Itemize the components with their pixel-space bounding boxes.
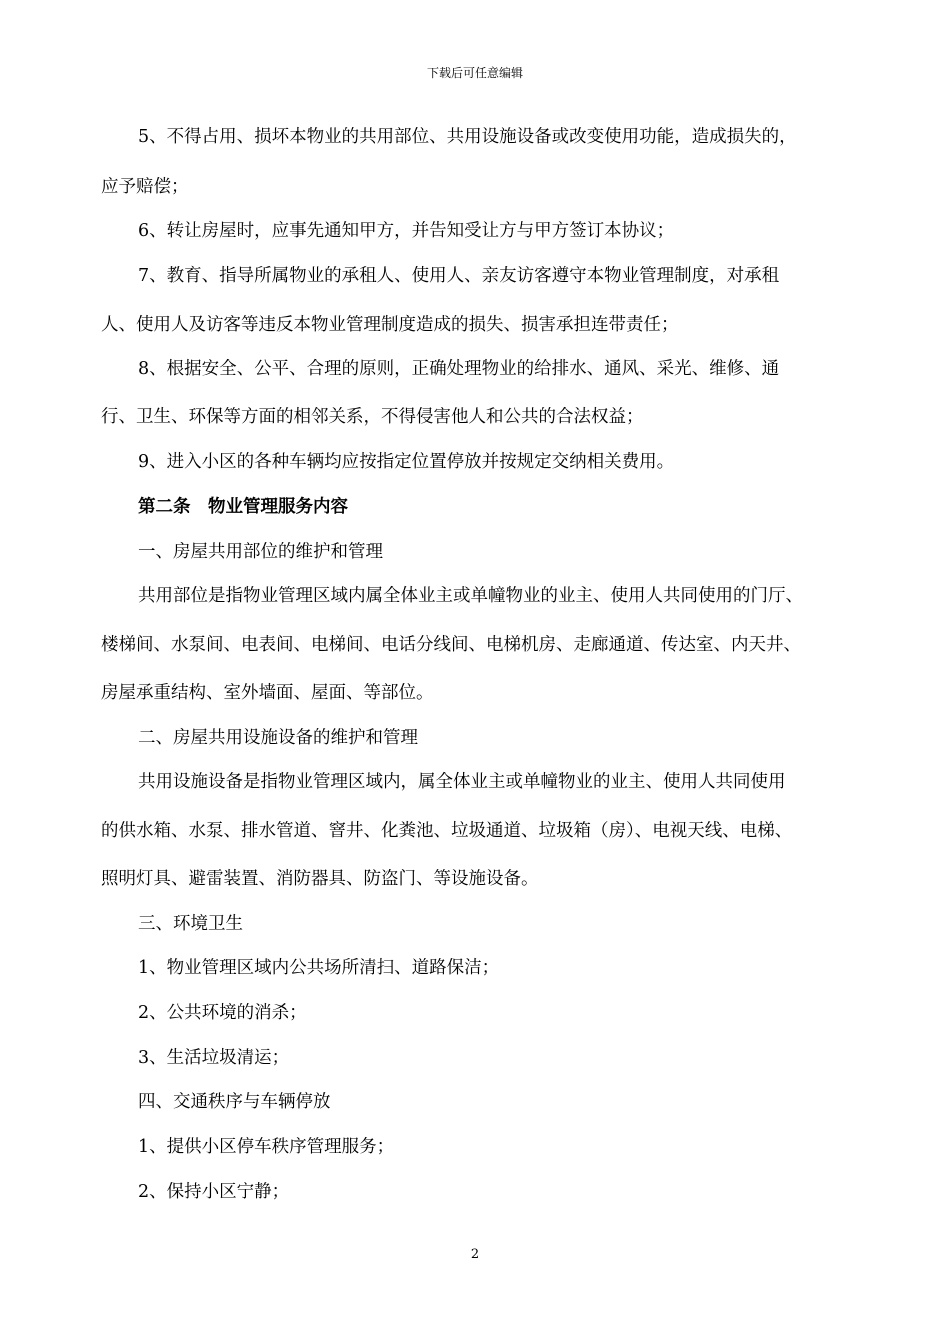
page-header: 下载后可任意编辑 <box>426 66 523 80</box>
paragraph-line: 7、教育、指导所属物业的承租人、使用人、亲友访客遵守本物业管理制度，对承租 <box>138 266 780 286</box>
subsection-heading: 一、房屋共用部位的维护和管理 <box>138 542 383 562</box>
subsection-heading: 二、房屋共用设施设备的维护和管理 <box>138 728 418 748</box>
list-item: 2、保持小区宁静； <box>138 1182 290 1202</box>
paragraph-line: 人、使用人及访客等违反本物业管理制度造成的损失、损害承担连带责任； <box>101 315 679 335</box>
paragraph-line: 共用设施设备是指物业管理区域内，属全体业主或单幢物业的业主、使用人共同使用 <box>138 772 786 792</box>
paragraph-line: 行、卫生、环保等方面的相邻关系，不得侵害他人和公共的合法权益； <box>101 407 644 427</box>
paragraph-line: 9、进入小区的各种车辆均应按指定位置停放并按规定交纳相关费用。 <box>138 452 675 472</box>
paragraph-line: 房屋承重结构、室外墙面、屋面、等部位。 <box>101 683 434 703</box>
paragraph-line: 6、转让房屋时，应事先通知甲方，并告知受让方与甲方签订本协议； <box>138 221 675 241</box>
paragraph-line: 5、不得占用、损坏本物业的共用部位、共用设施设备或改变使用功能，造成损失的， <box>138 127 797 147</box>
subsection-heading: 四、交通秩序与车辆停放 <box>138 1092 331 1112</box>
page-number: 2 <box>470 1247 480 1262</box>
paragraph-line: 应予赔偿； <box>101 177 189 197</box>
paragraph-line: 8、根据安全、公平、合理的原则，正确处理物业的给排水、通风、采光、维修、通 <box>138 359 780 379</box>
list-item: 3、生活垃圾清运； <box>138 1048 290 1068</box>
list-item: 2、公共环境的消杀； <box>138 1003 307 1023</box>
list-item: 1、物业管理区域内公共场所清扫、道路保洁； <box>138 958 500 978</box>
paragraph-line: 共用部位是指物业管理区域内属全体业主或单幢物业的业主、使用人共同使用的门厅、 <box>138 586 803 606</box>
paragraph-line: 的供水箱、水泵、排水管道、窨井、化粪池、垃圾通道、垃圾箱（房）、电视天线、电梯、 <box>101 821 793 841</box>
paragraph-line: 楼梯间、水泵间、电表间、电梯间、电话分线间、电梯机房、走廊通道、传达室、内天井、 <box>101 635 801 655</box>
subsection-heading: 三、环境卫生 <box>138 914 243 934</box>
paragraph-line: 照明灯具、避雷装置、消防器具、防盗门、等设施设备。 <box>101 869 539 889</box>
section-heading: 第二条 物业管理服务内容 <box>138 497 348 517</box>
list-item: 1、提供小区停车秩序管理服务； <box>138 1137 395 1157</box>
